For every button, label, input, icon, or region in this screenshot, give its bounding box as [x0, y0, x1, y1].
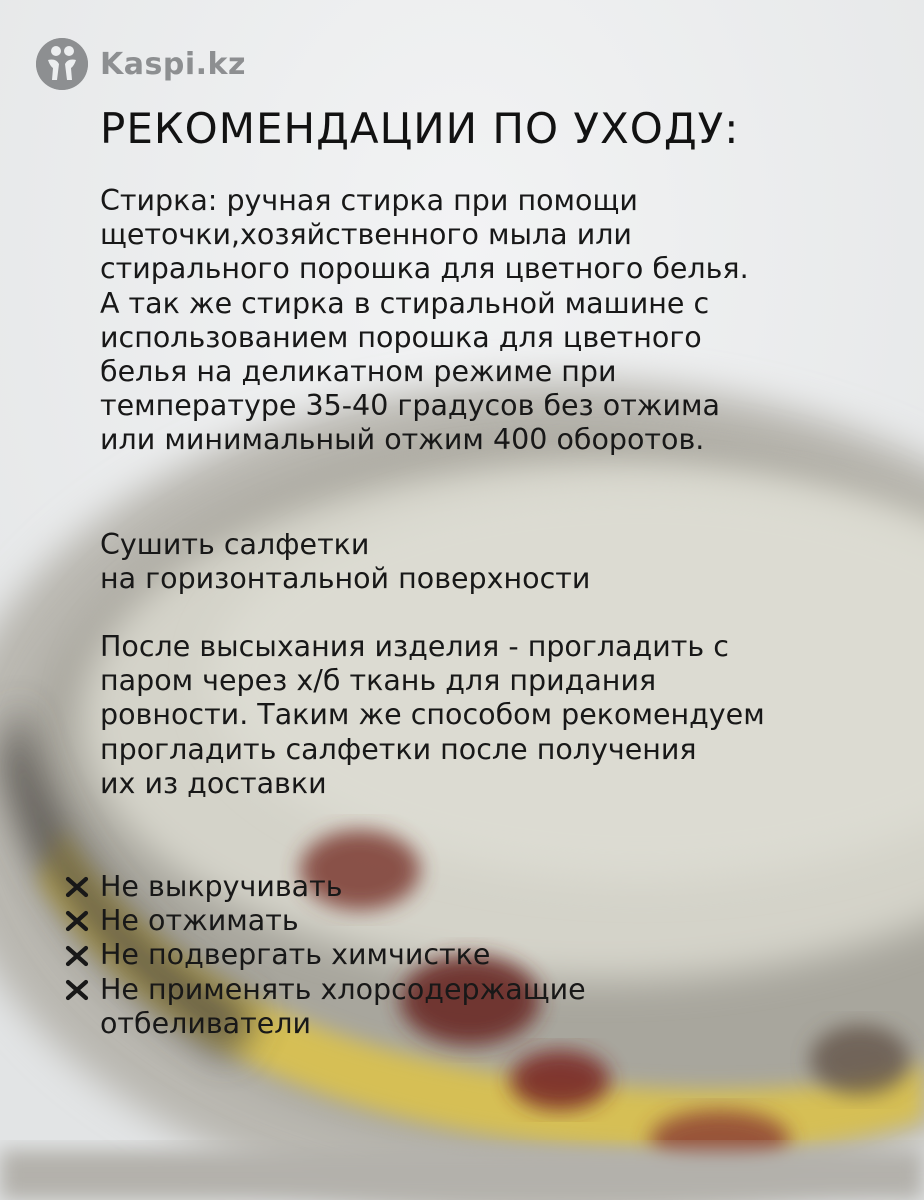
- cross-icon: [64, 870, 100, 904]
- list-item: [64, 904, 720, 938]
- prohibition-label: Не отжимать: [100, 904, 299, 938]
- cross-icon: [64, 938, 100, 972]
- prohibition-label: Не применять хлорсодержащие отбеливатели: [100, 972, 586, 1040]
- prohibition-label: Не подвергать химчистке: [100, 938, 491, 972]
- list-item: [64, 973, 720, 1041]
- prohibition-label: Не выкручивать: [100, 870, 343, 903]
- list-item: [64, 870, 720, 904]
- washing-instructions: Стирка: ручная стирка при помощи щеточки,хозяйственного мыла или стирального порошка для цветного белья. А так же стирка в стиральной машине с использованием порошка для цветного белья на деликатном режиме при температуре 35-40 градусов без отжима или минимальный отжим 400 оборотов.: [100, 184, 749, 457]
- page-title: РЕКОМЕНДАЦИИ ПО УХОДУ:: [100, 104, 740, 153]
- kaspi-watermark: [36, 38, 246, 90]
- prohibitions-list: [64, 870, 720, 1041]
- list-item: [64, 938, 720, 972]
- ironing-instructions: После высыхания изделия - прогладить с паром через х/б ткань для придания ровности. Таким же способом рекомендуем прогладить салфетки после получения их из доставки: [100, 630, 765, 800]
- drying-instructions: Сушить салфетки на горизонтальной поверхности: [100, 528, 591, 596]
- watermark-text: Kaspi.kz: [100, 46, 246, 82]
- cross-icon: [64, 973, 100, 1007]
- cross-icon: [64, 904, 100, 938]
- kaspi-logo-icon: [36, 38, 88, 90]
